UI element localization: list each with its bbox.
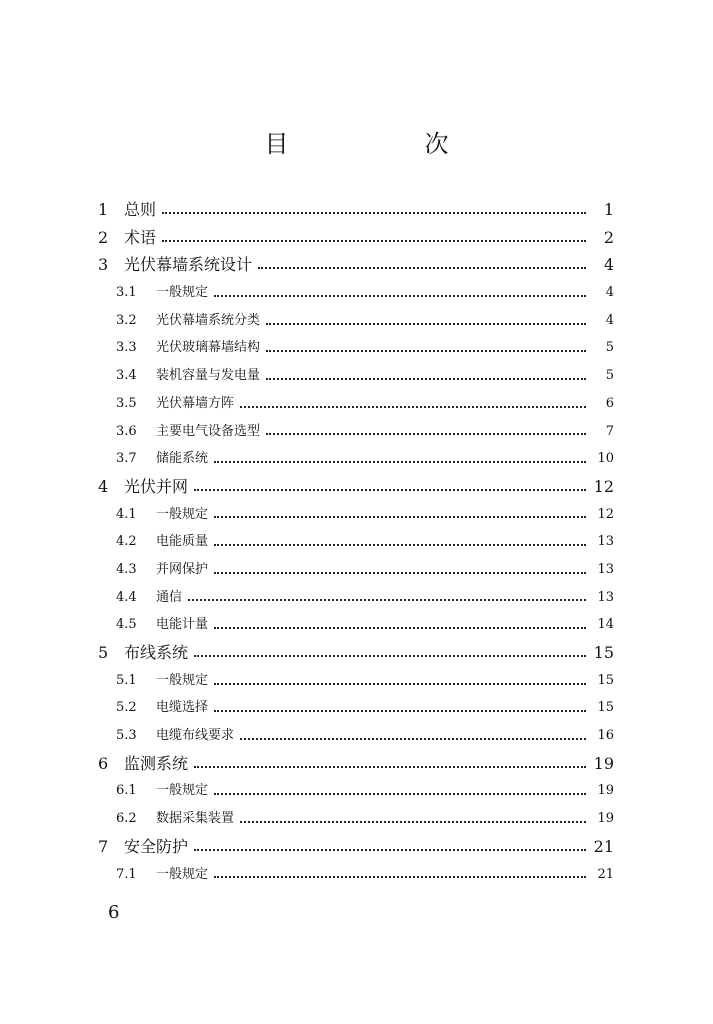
toc-entry-page: 13 <box>597 589 614 605</box>
toc-entry-label: 储能系统 <box>156 451 209 467</box>
toc-entry-page: 4 <box>605 312 614 328</box>
toc-entry-number: 3.6 <box>116 423 137 439</box>
toc-entry-number: 5 <box>98 643 109 662</box>
toc-section-entry[interactable] <box>98 667 614 695</box>
toc-section-entry[interactable] <box>98 334 614 362</box>
toc-entry-label: 监测系统 <box>124 753 189 773</box>
dot-leader <box>240 406 586 408</box>
dot-leader <box>162 240 586 242</box>
toc-entry-page: 2 <box>603 227 614 247</box>
dot-leader <box>214 683 586 685</box>
page-number: 6 <box>108 902 120 923</box>
toc-entry-page: 10 <box>597 451 614 467</box>
toc-entry-page: 15 <box>597 672 614 688</box>
toc-section-entry[interactable] <box>98 528 614 556</box>
dot-leader <box>266 323 586 325</box>
toc-chapter-entry[interactable] <box>98 251 614 279</box>
dot-leader <box>214 295 586 297</box>
toc-entry-page: 15 <box>597 700 614 716</box>
dot-leader <box>194 489 586 491</box>
toc-entry-label: 布线系统 <box>124 643 189 662</box>
toc-entry-label: 并网保护 <box>156 561 209 577</box>
toc-entry-number: 5.1 <box>116 672 137 688</box>
toc-entry-number: 3.3 <box>116 340 137 356</box>
toc-chapter-entry[interactable] <box>98 196 614 224</box>
dot-leader <box>214 627 586 629</box>
toc-section-entry[interactable] <box>98 611 614 639</box>
toc-entry-number: 3 <box>98 255 109 275</box>
toc-entry-number: 1 <box>98 200 109 219</box>
toc-entry-label: 一般规定 <box>156 285 209 301</box>
toc-entry-number: 2 <box>98 227 109 247</box>
toc-section-entry[interactable] <box>98 722 614 750</box>
toc-section-entry[interactable] <box>98 418 614 446</box>
toc-entry-number: 4.1 <box>116 506 137 522</box>
toc-entry-label: 电能质量 <box>156 534 209 550</box>
toc-entry-page: 14 <box>597 617 614 633</box>
toc-section-entry[interactable] <box>98 362 614 390</box>
toc-entry-label: 一般规定 <box>156 506 209 522</box>
toc-entry-page: 15 <box>593 643 614 662</box>
dot-leader <box>188 599 586 601</box>
toc-entry-page: 7 <box>605 423 614 439</box>
toc-entry-label: 安全防护 <box>124 836 189 856</box>
toc-entry-label: 一般规定 <box>156 672 209 688</box>
toc-entry-page: 19 <box>593 753 614 773</box>
toc-section-entry[interactable] <box>98 805 614 833</box>
toc-entry-number: 4.2 <box>116 534 137 550</box>
toc-chapter-entry[interactable] <box>98 473 614 501</box>
dot-leader <box>266 433 586 435</box>
toc-entry-page: 13 <box>597 561 614 577</box>
toc-entry-number: 3.4 <box>116 368 137 384</box>
dot-leader <box>214 461 586 463</box>
toc-entry-label: 光伏玻璃幕墙结构 <box>156 340 261 356</box>
dot-leader <box>214 710 586 712</box>
dot-leader <box>194 655 586 657</box>
toc-entry-number: 6.1 <box>116 783 137 799</box>
dot-leader <box>214 544 586 546</box>
toc-entry-label: 一般规定 <box>156 866 209 882</box>
toc-entry-number: 4 <box>98 476 109 496</box>
dot-leader <box>214 572 586 574</box>
toc-chapter-entry[interactable] <box>98 639 614 667</box>
toc-entry-number: 5.2 <box>116 700 137 716</box>
toc-entry-number: 3.7 <box>116 451 137 467</box>
dot-leader <box>194 766 586 768</box>
toc-entry-page: 16 <box>597 728 614 744</box>
toc-section-entry[interactable] <box>98 584 614 612</box>
toc-entry-label: 通信 <box>156 589 183 605</box>
toc-entry-label: 主要电气设备选型 <box>156 423 261 439</box>
toc-entry-number: 4.4 <box>116 589 137 605</box>
toc-entry-number: 4.3 <box>116 561 137 577</box>
toc-entry-label: 光伏并网 <box>124 476 189 496</box>
toc-section-entry[interactable] <box>98 777 614 805</box>
toc-entry-page: 12 <box>597 506 614 522</box>
toc-entry-number: 6.2 <box>116 811 137 827</box>
dot-leader <box>214 876 586 878</box>
dot-leader <box>258 267 586 269</box>
toc-section-entry[interactable] <box>98 501 614 529</box>
toc-section-entry[interactable] <box>98 861 614 889</box>
dot-leader <box>266 378 586 380</box>
toc-entry-page: 19 <box>597 811 614 827</box>
toc-entry-label: 光伏幕墙系统分类 <box>156 312 261 328</box>
toc-entry-label: 光伏幕墙系统设计 <box>124 255 253 275</box>
dot-leader <box>162 212 586 214</box>
toc-entry-page: 5 <box>605 368 614 384</box>
toc-entry-label: 装机容量与发电量 <box>156 368 261 384</box>
toc-entry-page: 4 <box>605 285 614 301</box>
toc-entry-page: 6 <box>605 395 614 411</box>
toc-section-entry[interactable] <box>98 307 614 335</box>
toc-entry-page: 21 <box>593 836 614 856</box>
toc-entry-page: 19 <box>597 783 614 799</box>
toc-entry-label: 术语 <box>124 227 157 247</box>
toc-entry-page: 5 <box>605 340 614 356</box>
page-title: 目 次 <box>264 130 505 158</box>
toc-entry-page: 12 <box>593 476 614 496</box>
toc-entry-page: 21 <box>597 866 614 882</box>
toc-entry-label: 电缆布线要求 <box>156 728 235 744</box>
toc-entry-label: 电能计量 <box>156 617 209 633</box>
toc-entry-number: 6 <box>98 753 109 773</box>
table-of-contents <box>98 196 614 888</box>
dot-leader <box>214 793 586 795</box>
dot-leader <box>214 516 586 518</box>
toc-entry-number: 5.3 <box>116 728 137 744</box>
toc-entry-page: 4 <box>603 255 614 275</box>
toc-entry-number: 3.1 <box>116 285 137 301</box>
dot-leader <box>240 738 586 740</box>
toc-entry-label: 一般规定 <box>156 783 209 799</box>
dot-leader <box>266 350 586 352</box>
toc-entry-label: 光伏幕墙方阵 <box>156 395 235 411</box>
toc-entry-label: 总则 <box>124 200 157 219</box>
toc-section-entry[interactable] <box>98 445 614 473</box>
toc-entry-label: 电缆选择 <box>156 700 209 716</box>
dot-leader <box>240 821 586 823</box>
toc-entry-number: 7 <box>98 836 109 856</box>
toc-section-entry[interactable] <box>98 279 614 307</box>
toc-entry-label: 数据采集装置 <box>156 811 235 827</box>
dot-leader <box>194 849 586 851</box>
toc-entry-number: 4.5 <box>116 617 137 633</box>
toc-entry-number: 7.1 <box>116 866 137 882</box>
toc-entry-page: 1 <box>603 200 614 219</box>
toc-chapter-entry[interactable] <box>98 833 614 861</box>
toc-section-entry[interactable] <box>98 390 614 418</box>
toc-section-entry[interactable] <box>98 694 614 722</box>
toc-entry-page: 13 <box>597 534 614 550</box>
toc-chapter-entry[interactable] <box>98 750 614 778</box>
toc-section-entry[interactable] <box>98 556 614 584</box>
toc-entry-number: 3.5 <box>116 395 137 411</box>
toc-entry-number: 3.2 <box>116 312 137 328</box>
toc-chapter-entry[interactable] <box>98 224 614 252</box>
